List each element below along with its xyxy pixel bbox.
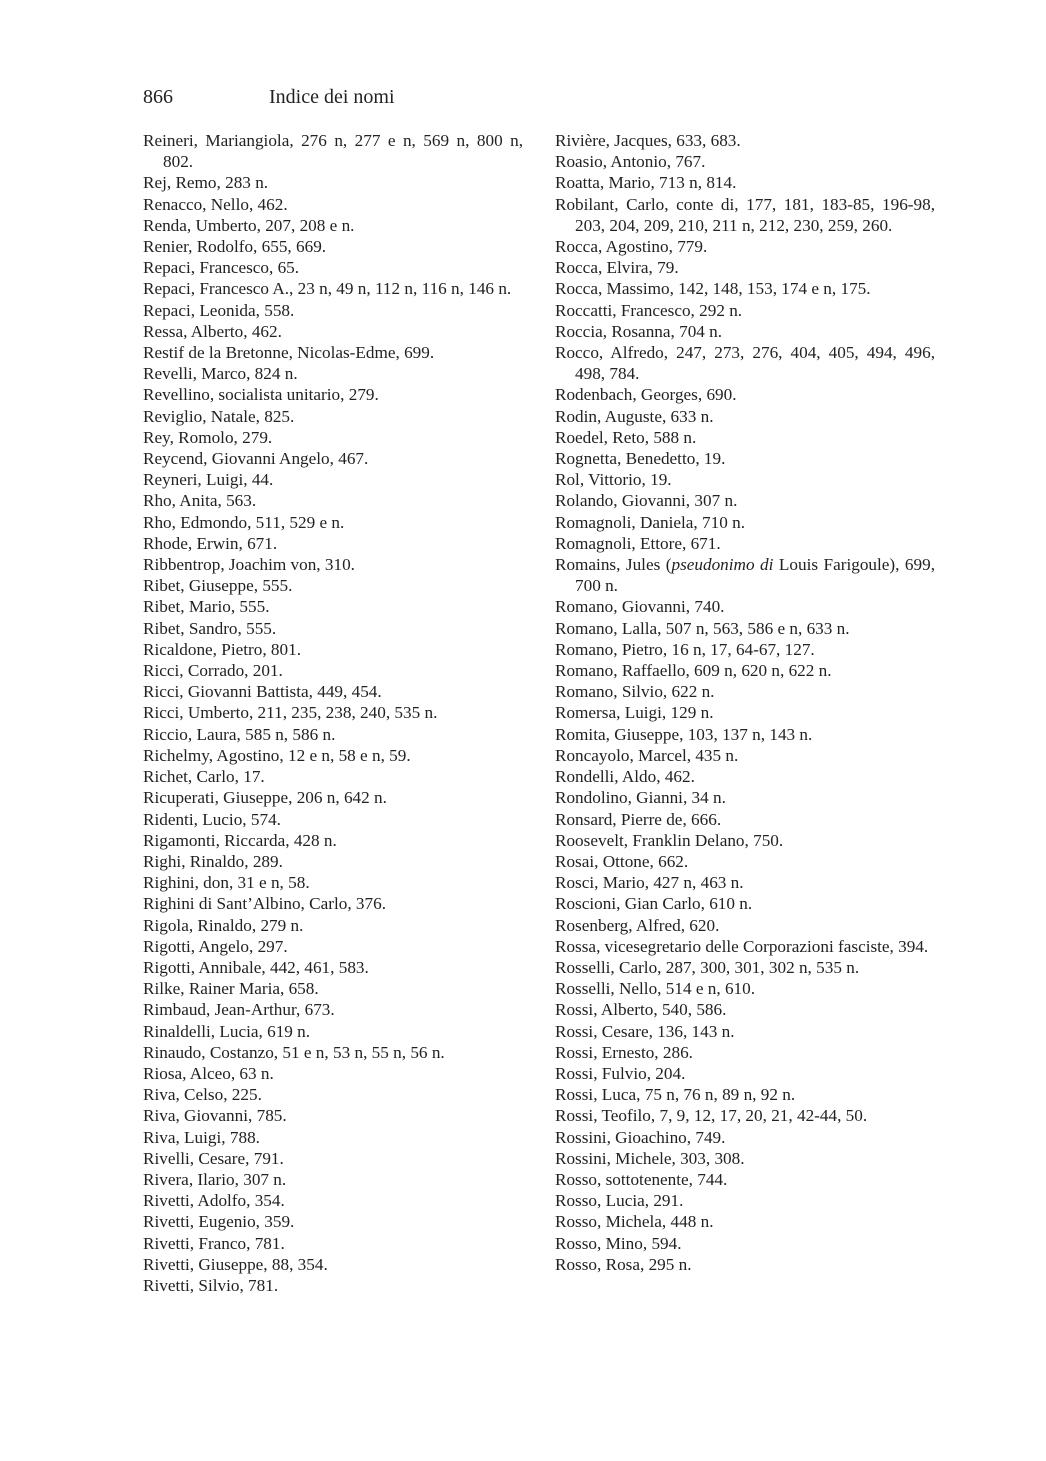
index-entry: Rigotti, Angelo, 297. [143, 936, 288, 956]
index-entry: Roccia, Rosanna, 704 n. [555, 321, 723, 341]
index-entry: Renier, Rodolfo, 655, 669. [143, 237, 327, 257]
index-column-right [555, 130, 935, 1275]
page-header [143, 82, 395, 112]
index-entry: Reycend, Giovanni Angelo, 467. [143, 449, 369, 469]
index-entry: Rondolino, Gianni, 34 n. [555, 788, 726, 808]
index-entry: Ribbentrop, Joachim von, 310. [143, 555, 355, 575]
index-entry: Roedel, Reto, 588 n. [555, 427, 697, 447]
index-entry: Righi, Rinaldo, 289. [143, 851, 283, 871]
index-entry: Revellino, socialista unitario, 279. [143, 385, 379, 405]
index-entry: Ronsard, Pierre de, 666. [555, 809, 722, 829]
index-entry: Rocca, Massimo, 142, 148, 153, 174 e n, 175. [555, 279, 871, 299]
index-entry: Rossi, Teofilo, 7, 9, 12, 17, 20, 21, 42-44, 50. [555, 1106, 868, 1126]
index-entry: Romersa, Luigi, 129 n. [555, 703, 714, 723]
index-entry: Rodin, Auguste, 633 n. [555, 406, 714, 426]
index-entry: Rognetta, Benedetto, 19. [555, 449, 726, 469]
index-entry: Rolando, Giovanni, 307 n. [555, 491, 738, 511]
index-entry: Rivelli, Cesare, 791. [143, 1148, 284, 1168]
index-entry: Rodenbach, Georges, 690. [555, 385, 737, 405]
index-entry: Ressa, Alberto, 462. [143, 321, 282, 341]
index-entry [555, 554, 935, 596]
index-entry: Rej, Remo, 283 n. [143, 173, 269, 193]
index-entry: Reviglio, Natale, 825. [143, 406, 295, 426]
index-entry: Roccatti, Francesco, 292 n. [555, 300, 743, 320]
index-entry: Rosso, Mino, 594. [555, 1233, 682, 1253]
index-entry: Rosso, sottotenente, 744. [555, 1169, 728, 1189]
index-entry-text: Louis Farigoule), 699, 700 n. [575, 555, 936, 596]
index-entry: Romano, Silvio, 622 n. [555, 682, 715, 702]
index-entry: Rossi, Alberto, 540, 586. [555, 1000, 727, 1020]
index-entry: Riva, Giovanni, 785. [143, 1106, 287, 1126]
index-entry: Reyneri, Luigi, 44. [143, 470, 274, 490]
index-entry: Romita, Giuseppe, 103, 137 n, 143 n. [555, 724, 813, 744]
index-entry: Rosci, Mario, 427 n, 463 n. [555, 873, 744, 893]
index-entry: Revelli, Marco, 824 n. [143, 364, 298, 384]
index-entry: Ricci, Corrado, 201. [143, 661, 283, 681]
index-entry: Rossi, Luca, 75 n, 76 n, 89 n, 92 n. [555, 1085, 796, 1105]
index-entry: Romano, Raffaello, 609 n, 620 n, 622 n. [555, 661, 832, 681]
index-entry: Romano, Pietro, 16 n, 17, 64-67, 127. [555, 639, 815, 659]
index-entry: Ricci, Giovanni Battista, 449, 454. [143, 682, 382, 702]
index-entry: Renda, Umberto, 207, 208 e n. [143, 215, 355, 235]
running-title: Indice dei nomi [269, 86, 395, 108]
index-entry: Rivetti, Franco, 781. [143, 1233, 285, 1253]
index-entry: Righini, don, 31 e n, 58. [143, 873, 310, 893]
index-entry: Rey, Romolo, 279. [143, 427, 273, 447]
index-entry: Rosso, Michela, 448 n. [555, 1212, 714, 1232]
index-entry: Repaci, Francesco A., 23 n, 49 n, 112 n, 116 n, 146 n. [143, 279, 512, 299]
index-entry: Riccio, Laura, 585 n, 586 n. [143, 724, 336, 744]
index-entry: Renacco, Nello, 462. [143, 194, 288, 214]
index-entry: Rossini, Gioachino, 749. [555, 1127, 726, 1147]
index-entry: Rosso, Lucia, 291. [555, 1191, 684, 1211]
index-entry: Ribet, Giuseppe, 555. [143, 576, 293, 596]
index-entry: Rivetti, Adolfo, 354. [143, 1191, 285, 1211]
index-entry: Romagnoli, Daniela, 710 n. [555, 512, 745, 532]
index-entry: Rilke, Rainer Maria, 658. [143, 979, 319, 999]
index-entry: Roasio, Antonio, 767. [555, 152, 706, 172]
index-entry: Rocco, Alfredo, 247, 273, 276, 404, 405, 494, 496, 498, 784. [555, 343, 935, 384]
index-entry: Rivière, Jacques, 633, 683. [555, 131, 741, 150]
index-entry: Repaci, Francesco, 65. [143, 258, 300, 278]
index-entry: Ricci, Umberto, 211, 235, 238, 240, 535 n. [143, 703, 438, 723]
index-entry: Ribet, Sandro, 555. [143, 618, 277, 638]
index-entry: Rosselli, Carlo, 287, 300, 301, 302 n, 535 n. [555, 957, 860, 977]
index-entry: Ribet, Mario, 555. [143, 597, 270, 617]
index-entry: Rigamonti, Riccarda, 428 n. [143, 830, 337, 850]
index-entry: Riosa, Alceo, 63 n. [143, 1063, 274, 1083]
index-entry: Ricaldone, Pietro, 801. [143, 639, 302, 659]
index-entry: Rondelli, Aldo, 462. [555, 767, 695, 787]
index-entry: Rosai, Ottone, 662. [555, 851, 689, 871]
index-entry: Richelmy, Agostino, 12 e n, 58 e n, 59. [143, 745, 411, 765]
index-entry: Rivetti, Eugenio, 359. [143, 1212, 295, 1232]
index-entry: Rocca, Agostino, 779. [555, 237, 708, 257]
page-number: 866 [143, 86, 173, 108]
index-entry: Ricuperati, Giuseppe, 206 n, 642 n. [143, 788, 387, 808]
index-entry: Rho, Anita, 563. [143, 491, 257, 511]
index-entry: Rimbaud, Jean-Arthur, 673. [143, 1000, 335, 1020]
index-entry: Roosevelt, Franklin Delano, 750. [555, 830, 784, 850]
index-entry: Romagnoli, Ettore, 671. [555, 533, 721, 553]
index-column-left [143, 130, 523, 1296]
index-entry: Rossi, Fulvio, 204. [555, 1063, 686, 1083]
index-entry: Riva, Celso, 225. [143, 1085, 262, 1105]
index-entry: Romano, Giovanni, 740. [555, 597, 725, 617]
index-entry: Rivera, Ilario, 307 n. [143, 1169, 287, 1189]
index-entry: Rinaudo, Costanzo, 51 e n, 53 n, 55 n, 56 n. [143, 1042, 445, 1062]
index-entry: Repaci, Leonida, 558. [143, 300, 295, 320]
index-entry: Rhode, Erwin, 671. [143, 533, 278, 553]
index-entry: Rosenberg, Alfred, 620. [555, 915, 720, 935]
index-entry: Ridenti, Lucio, 574. [143, 809, 281, 829]
index-entry: Roscioni, Gian Carlo, 610 n. [555, 894, 753, 914]
index-entry: Rol, Vittorio, 19. [555, 470, 672, 490]
index-entry: Rosselli, Nello, 514 e n, 610. [555, 979, 756, 999]
index-entry: Rosso, Rosa, 295 n. [555, 1254, 692, 1274]
index-entry-italic: pseudonimo di [671, 555, 774, 575]
index-entry: Robilant, Carlo, conte di, 177, 181, 183-85, 196-98, 203, 204, 209, 210, 211 n, 212, 230, 259, 260. [555, 194, 935, 235]
index-entry: Rossi, Cesare, 136, 143 n. [555, 1021, 735, 1041]
index-entry: Rivetti, Giuseppe, 88, 354. [143, 1254, 328, 1274]
index-entry: Rho, Edmondo, 511, 529 e n. [143, 512, 345, 532]
index-entry: Rocca, Elvira, 79. [555, 258, 679, 278]
index-entry: Rinaldelli, Lucia, 619 n. [143, 1021, 311, 1041]
index-entry: Rossini, Michele, 303, 308. [555, 1148, 745, 1168]
index-entry: Reineri, Mariangiola, 276 n, 277 e n, 569 n, 800 n, 802. [143, 131, 523, 172]
index-entry: Rigola, Rinaldo, 279 n. [143, 915, 304, 935]
index-entry: Romano, Lalla, 507 n, 563, 586 e n, 633 n. [555, 618, 850, 638]
index-entry-text: Romains, Jules ( [555, 555, 672, 575]
index-entry: Rigotti, Annibale, 442, 461, 583. [143, 957, 369, 977]
index-entry: Riva, Luigi, 788. [143, 1127, 260, 1147]
index-entry: Rivetti, Silvio, 781. [143, 1275, 279, 1295]
index-entry: Roatta, Mario, 713 n, 814. [555, 173, 737, 193]
index-entry: Roncayolo, Marcel, 435 n. [555, 745, 739, 765]
index-entry: Richet, Carlo, 17. [143, 767, 265, 787]
index-entry: Righini di Sant’Albino, Carlo, 376. [143, 894, 387, 914]
index-entry: Rossi, Ernesto, 286. [555, 1042, 693, 1062]
index-entry: Restif de la Bretonne, Nicolas-Edme, 699. [143, 343, 435, 363]
index-entry: Rossa, vicesegretario delle Corporazioni fasciste, 394. [555, 936, 929, 956]
